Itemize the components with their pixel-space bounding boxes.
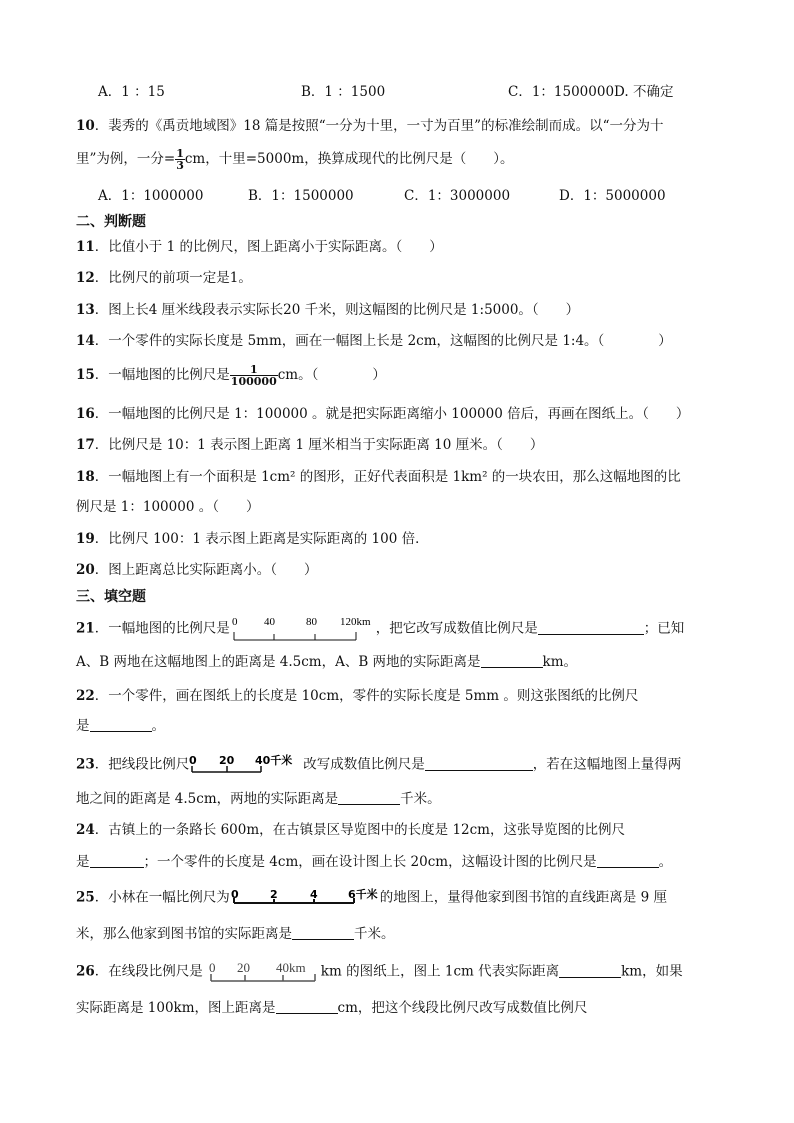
svg-text:4: 4 [309,888,318,901]
q25-line2: 米，那么他家到图书馆的实际距离是 千米。 [76,926,395,942]
svg-text:40千米: 40千米 [255,754,293,767]
q23-line-scale [189,752,303,778]
q9-option-c: C．1：1500000D. 不确定 [508,84,674,100]
q9-option-b: B．1 ：1500 [301,84,386,100]
svg-text:120km: 120km [339,616,371,628]
q23-line2: 地之间的距离是 4.5cm，两地的实际距离是 千米。 [76,791,441,807]
q10-text2b: cm，十里=5000m，换算成现代的比例尺是（ ）。 [184,151,514,167]
q25-line-scale [230,886,380,910]
q10-fraction: $\frac{1}{3}$ [176,147,184,172]
q18-line2: 例尺是 1：100000 。（ ） [76,499,260,515]
q10-line1 [76,116,663,136]
svg-text:6千米: 6千米 [347,888,378,901]
q12: 12．比例尺的前项一定是1。 [76,270,252,286]
q24-line2: 是 ；一个零件的长度是 4cm，画在设计图上长 20cm，这幅设计图的比例尺是 。 [76,854,673,870]
section-fill-heading: 三、填空题 [76,589,146,605]
q10-line2 [76,148,513,171]
q15-fraction: $\frac{1}{100000}$ [230,363,277,388]
svg-text:40: 40 [263,616,275,628]
svg-text:0: 0 [189,754,197,767]
q23-line1: 23．把线段比例尺 0 20 40千米 改写成数值比例尺是 ，若在这幅地图上量得两 [76,752,681,778]
svg-text:80: 80 [305,616,317,628]
svg-text:0: 0 [231,616,238,628]
q10-option-d: D．1：5000000 [559,188,666,204]
q10-option-b: B．1：1500000 [248,188,354,204]
q11: 11．比值小于 1 的比例尺，图上距离小于实际距离。（ ） [76,239,443,255]
q21-line2: A、B 两地在这幅地图上的距离是 4.5cm，A、B 两地的实际距离是 km。 [76,654,578,670]
q22-line2: 是 。 [76,718,165,734]
q26-line1: 26．在线段比例尺是 0 20 40km km 的图纸上，图上 1cm 代表实际距离 km，如果 [76,959,683,985]
q21-line-scale [230,614,376,644]
q20: 20．图上距离总比实际距离小。（ ） [76,562,318,578]
q14: 14．一个零件的实际长度是 5mm，画在一幅图上长是 2cm，这幅图的比例尺是 1:4。（ ） [76,333,672,349]
q10-text1: ．裴秀的《禹贡地域图》18 篇是按照“一分为十里，一寸为百里”的标准绘制而成。以“一分为十 [94,118,664,134]
svg-text:0: 0 [208,960,216,975]
q15: 15．一幅地图的比例尺是 $\frac{1}{100000}$ cm。（ ） [76,363,386,388]
q10-option-c: C．1：3000000 [404,188,511,204]
q19: 19．比例尺 100：1 表示图上距离是实际距离的 100 倍． [76,531,429,547]
q10-text2a: 里”为例，一分= [76,151,176,167]
q24-line1: 24．古镇上的一条路长 600m，在古镇景区导览图中的长度是 12cm，这张导览图的比例尺 [76,822,625,838]
svg-text:20: 20 [236,960,250,975]
svg-text:40km: 40km [275,960,306,975]
q25-line1: 25．小林在一幅比例尺为 0 2 4 6千米 的地图上，量得他家到图书馆的直线距离是 9 厘 [76,886,667,910]
q18-line1: 18．一幅地图上有一个面积是 1cm² 的图形，正好代表面积是 1km² 的一块农田，那么这幅地图的比 [76,469,681,485]
svg-text:20: 20 [219,754,235,767]
section-judgement-heading: 二、判断题 [76,214,146,230]
q13: 13．图上长4 厘米线段表示实际长20 千米，则这幅图的比例尺是 1:5000。（ ） [76,302,580,318]
q21-line1: 21．一幅地图的比例尺是 0 40 80 120km ，把它改写成数值比例尺是 ；已知 [76,614,684,644]
q10-number: 10 [76,118,95,134]
q26-line-scale [203,959,321,985]
q22-line1: 22．一个零件，画在图纸上的长度是 10cm，零件的实际长度是 5mm 。则这张图纸的比例尺 [76,688,639,704]
svg-text:0: 0 [230,888,239,901]
q26-line2: 实际距离是 100km，图上距离是 cm，把这个线段比例尺改写成数值比例尺 [76,1000,588,1016]
q16: 16．一幅地图的比例尺是 1：100000 。就是把实际距离缩小 100000 倍后，再画在图纸上。（ ） [76,406,690,422]
q10-option-a: A．1：1000000 [98,188,204,204]
svg-text:2: 2 [269,888,278,901]
q17: 17．比例尺是 10：1 表示图上距离 1 厘米相当于实际距离 10 厘米。（ ） [76,437,544,453]
q9-option-a: A．1 ：15 [98,84,165,100]
